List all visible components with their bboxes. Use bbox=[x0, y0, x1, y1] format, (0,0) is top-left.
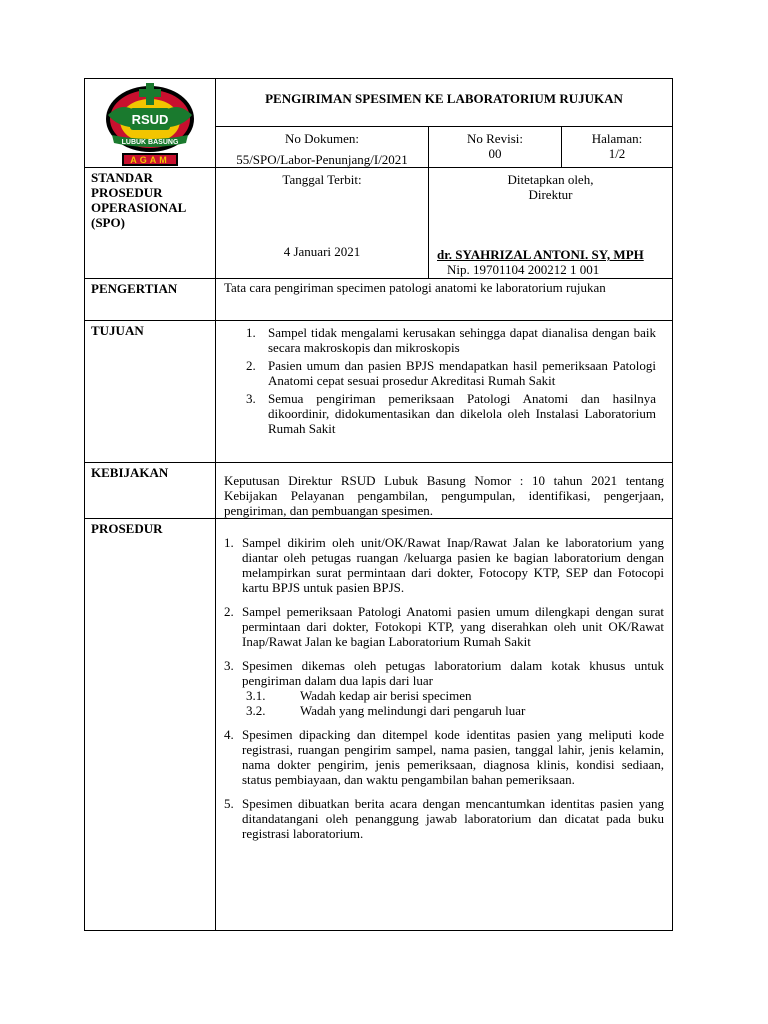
doc-number-cell bbox=[216, 126, 429, 167]
page-label: Halaman: bbox=[591, 130, 643, 146]
document-title: PENGIRIMAN SPESIMEN KE LABORATORIUM RUJUKAN bbox=[216, 79, 673, 127]
approval-by: Ditetapkan oleh, bbox=[507, 172, 594, 187]
logo-rsud-text: RSUD bbox=[131, 112, 169, 127]
spo-document-table bbox=[84, 78, 673, 931]
kebijakan-text: Keputusan Direktur RSUD Lubuk Basung Nomor : 10 tahun 2021 tentang Kebijakan Pelayanan pengambilan, pengumpulan, identifikasi, pengerjaan, pengiriman, dan pembuangan spesimen. bbox=[216, 463, 673, 519]
director-name: dr. SYAHRIZAL ANTONI. SY, MPH bbox=[437, 247, 644, 262]
tujuan-list bbox=[216, 321, 673, 463]
list-item: 5. Spesimen dibuatkan berita acara dengan mencantumkan identitas pasien yang ditandatangani oleh penanggung jawab laboratorium dan dicatat pada buku registrasi laboratorium. bbox=[224, 796, 664, 841]
page-value: 1/2 bbox=[608, 145, 626, 161]
list-item: 3. Spesimen dikemas oleh petugas laboratorium dalam kotak khusus untuk pengiriman dalam dua lapis dari luar 3.1. Wadah kedap air berisi specimen 3.2. Wadah yang melindungi dari pengaruh luar bbox=[224, 658, 664, 718]
doc-number-label: No Dokumen: bbox=[284, 130, 360, 146]
list-item: 2. Pasien umum dan pasien BPJS mendapatkan hasil pemeriksaan Patologi Anatomi cepat sesuai prosedur Akreditasi Rumah Sakit bbox=[246, 358, 656, 388]
pengertian-text: Tata cara pengiriman specimen patologi anatomi ke laboratorium rujukan bbox=[216, 279, 673, 321]
logo-ribbon-text: LUBUK BASUNG bbox=[121, 139, 179, 146]
prosedur-list bbox=[216, 519, 673, 931]
list-item: 1. Sampel tidak mengalami kerusakan sehingga dapat dianalisa dengan baik secara makroskopis dan mikroskopis bbox=[246, 325, 656, 355]
director-nip: Nip. 19701104 200212 1 001 bbox=[447, 262, 600, 277]
spo-label: STANDAR PROSEDUR OPERASIONAL (SPO) bbox=[85, 168, 216, 279]
kebijakan-label: KEBIJAKAN bbox=[85, 463, 216, 519]
pengertian-label: PENGERTIAN bbox=[85, 279, 216, 321]
logo-agam-text: AGAM bbox=[130, 155, 170, 165]
list-item: 1. Sampel dikirim oleh unit/OK/Rawat Inap/Rawat Jalan ke laboratorium yang diantar oleh petugas ruangan /keluarga pasien ke bagian laboratorium dengan melampirkan surat permintaan dari dokter, Fotocopy KTP, SEP dan Fotocopi kartu BPJS untuk pasien BPJS. bbox=[224, 535, 664, 595]
approval-role: Direktur bbox=[528, 187, 573, 202]
approval-cell bbox=[429, 168, 673, 279]
list-item: 3. Semua pengiriman pemeriksaan Patologi Anatomi dan hasilnya dikoordinir, didokumentasikan dan dikelola oleh Instalasi Laboratorium Rumah Sakit bbox=[246, 391, 656, 436]
revision-cell bbox=[429, 126, 562, 167]
sub-list-item: 3.2. Wadah yang melindungi dari pengaruh luar bbox=[246, 703, 526, 718]
prosedur-label: PROSEDUR bbox=[85, 519, 216, 931]
doc-number-value: 55/SPO/Labor-Penunjang/I/2021 bbox=[236, 151, 408, 167]
revision-label: No Revisi: bbox=[467, 130, 523, 146]
list-item: 2. Sampel pemeriksaan Patologi Anatomi pasien umum dilengkapi dengan surat permintaan dari dokter, Fotokopi KTP, yang diserahkan oleh unit OK/Rawat Inap/Rawat Jalan ke bagian Laboratorium Rumah Sakit bbox=[224, 604, 664, 649]
date-cell bbox=[216, 168, 429, 279]
page-cell bbox=[562, 126, 673, 167]
list-item: 4. Spesimen dipacking dan ditempel kode identitas pasien yang meliputi kode registrasi, ruangan pengirim sampel, nama pasien, tanggal lahir, jenis kelamin, nama dokter pengirim, jenis pemeriksaan, diagnosa klinis, kondisi sediaan, status pembiayaan, dan waktu pengambilan bahan pemeriksaan. bbox=[224, 727, 664, 787]
tujuan-label: TUJUAN bbox=[85, 321, 216, 463]
date-label: Tanggal Terbit: bbox=[282, 172, 362, 187]
sub-list-item: 3.1. Wadah kedap air berisi specimen bbox=[246, 688, 472, 703]
logo-cell bbox=[85, 79, 216, 168]
rsud-logo bbox=[102, 81, 198, 167]
revision-value: 00 bbox=[488, 145, 502, 161]
date-value: 4 Januari 2021 bbox=[283, 244, 361, 259]
